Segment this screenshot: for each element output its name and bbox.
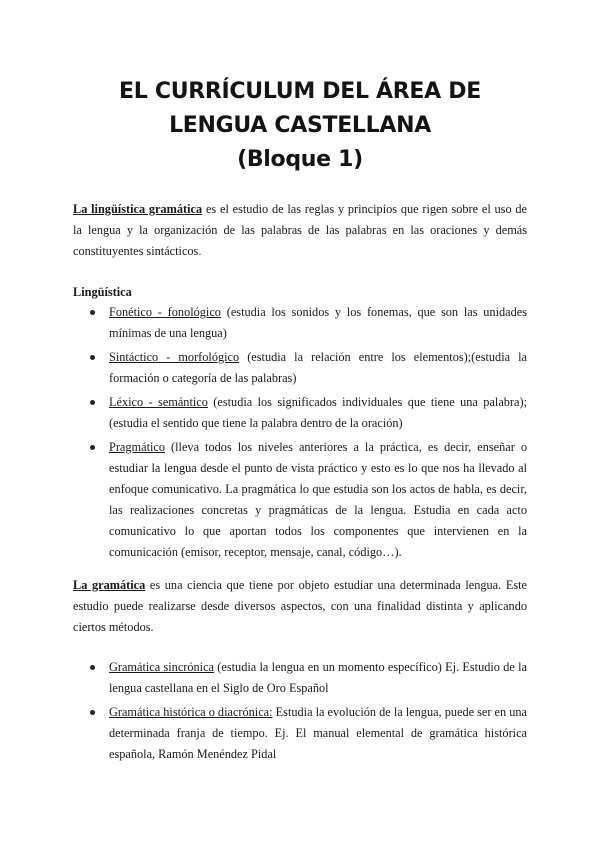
bullet-icon [90,665,95,670]
title-line-2: LENGUA CASTELLANA [169,113,431,138]
linguistica-heading: Lingüística [73,285,132,299]
gramatica-text: es una ciencia que tiene por objeto estudiar una determinada lengua. Este estudio puede realizarse desde diversos aspectos, con una finalidad distinta y aplicando ciertos métodos. [73,578,527,634]
item-term: Pragmático [109,440,166,454]
intro-term: La lingüística gramática [73,202,203,216]
item-text: (estudia los significados individuales que tiene una palabra); (estudia el sentido que tiene la palabra dentro de la oración) [109,395,527,430]
title-line-1: EL CURRÍCULUM DEL ÁREA DE [119,79,481,104]
intro-text: es el estudio de las reglas y principios que rigen sobre el uso de la lengua y la organización de las palabras de las palabras en las oraciones y demás constituyentes sintácticos. [73,202,527,258]
item-text: Estudia la evolución de la lengua, puede ser en una determinada franja de tiempo. Ej. El manual elemental de gramática histórica española, Ramón Menéndez Pidal [109,705,527,761]
item-text: (estudia la relación entre los elementos);(estudia la formación o categoría de las palabras) [109,350,527,385]
list-item [73,437,527,563]
linguistica-list [73,302,527,566]
gramatica-list [73,657,527,768]
gramatica-term: La gramática [73,578,146,592]
item-term: Sintáctico - morfológico [109,350,240,364]
item-text: (estudia los sonidos y los fonemas, que son las unidades mínimas de una lengua) [109,305,527,340]
list-item [73,392,527,434]
bullet-icon [90,710,95,715]
gramatica-paragraph [73,575,527,638]
bullet-icon [90,355,95,360]
list-item [73,347,527,389]
item-term: Fonético - fonológico [109,305,221,319]
bullet-icon [90,400,95,405]
list-item [73,657,527,699]
title-line-3: (Bloque 1) [237,147,363,172]
item-text: (lleva todos los niveles anteriores a la práctica, es decir, enseñar o estudiar la lengua desde el punto de vista práctico y esto es lo que nos ha llevado al enfoque comunicativo. La pragmática lo que estudia son los actos de habla, es decir, las realizaciones concretas y pragmáticas de la lengua. Estudia en cada acto comunicativo lo que aportan todos los componentes que intervienen en la comunicación (emisor, receptor, mensaje, canal, código…). [109,440,527,559]
item-term: Léxico - semántico [109,395,208,409]
intro-paragraph [73,199,527,262]
item-text: (estudia la lengua en un momento específico) Ej. Estudio de la lengua castellana en el Siglo de Oro Español [109,660,527,695]
document-title [0,75,600,177]
item-term: Gramática sincrónica [109,660,215,674]
list-item [73,302,527,344]
item-term: Gramática histórica o diacrónica: [109,705,273,719]
list-item [73,702,527,765]
bullet-icon [90,310,95,315]
bullet-icon [90,445,95,450]
